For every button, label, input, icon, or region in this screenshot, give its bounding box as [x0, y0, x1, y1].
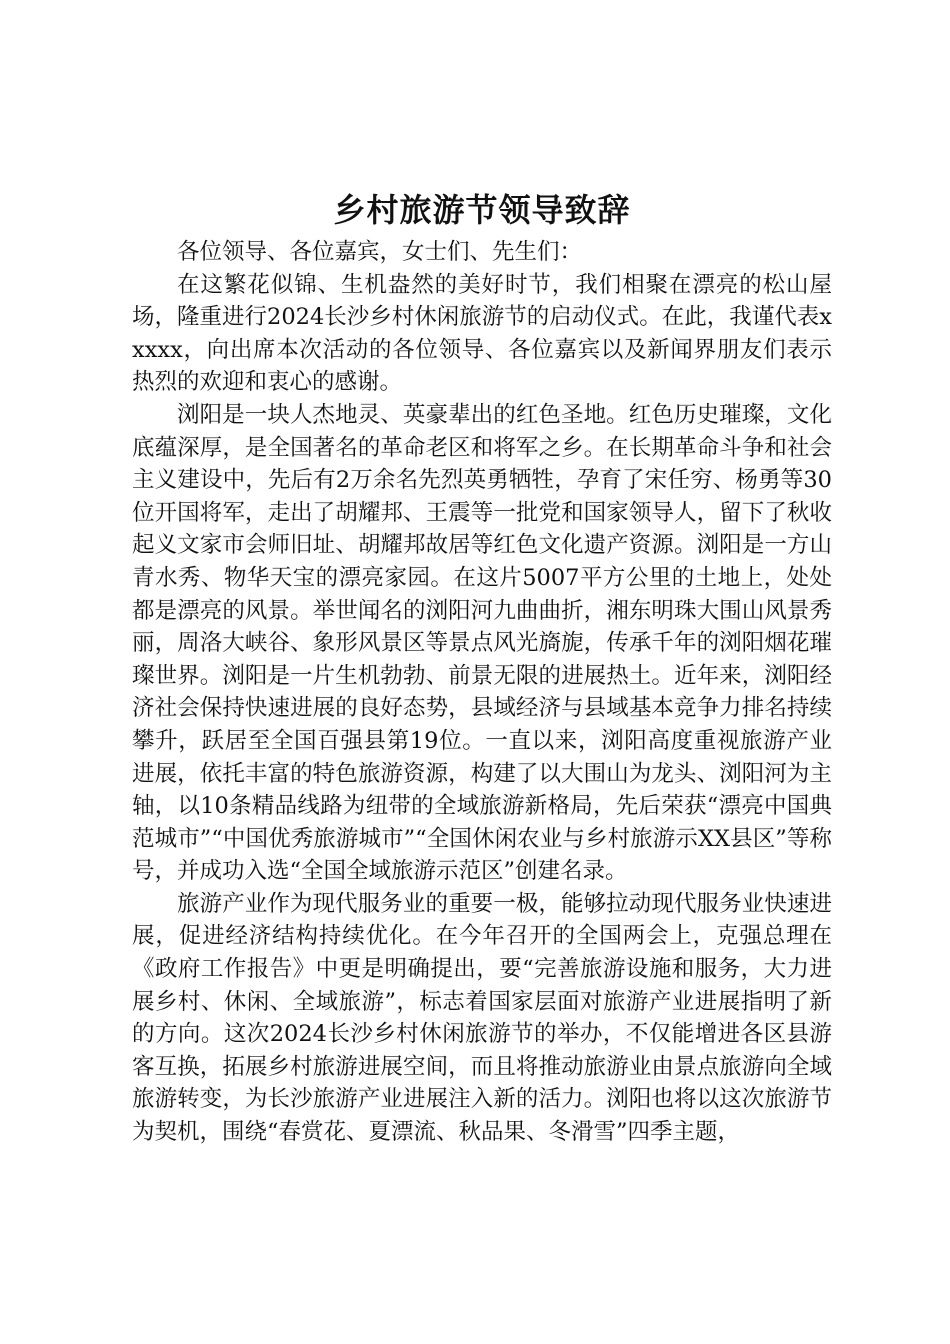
body-paragraph: 浏阳是一块人杰地灵、英豪辈出的红色圣地。红色历史璀璨，文化底蕴深厚，是全国著名的革命老区和将军之乡。在长期革命斗争和社会主义建设中，先后有2万余名先烈英勇牺牲，孕育了宋任穷、杨勇等30位开国将军，走出了胡耀邦、王震等一批党和国家领导人，留下了秋收起义文家市会师旧址、胡耀邦故居等红色文化遗产资源。浏阳是一方山青水秀、物华天宝的漂亮家园。在这片5007平方公里的土地上，处处都是漂亮的风景。举世闻名的浏阳河九曲曲折，湘东明珠大围山风景秀丽，周洛大峡谷、象形风景区等景点风光旖旎，传承千年的浏阳烟花璀璨世界。浏阳是一片生机勃勃、前景无限的进展热土。近年来，浏阳经济社会保持快速进展的良好态势，县域经济与县域基本竞争力排名持续攀升，跃居至全国百强县第19位。一直以来，浏阳高度重视旅游产业进展，依托丰富的特色旅游资源，构建了以大围山为龙头、浏阳河为主轴，以10条精品线路为纽带的全域旅游新格局，先后荣获“漂亮中国典范城市”“中国优秀旅游城市”“全国休闲农业与乡村旅游示XX县区”等称号，并成功入选“全国全域旅游示范区”创建名录。: [132, 401, 832, 885]
body-paragraph: 旅游产业作为现代服务业的重要一极，能够拉动现代服务业快速进展，促进经济结构持续优化。在今年召开的全国两会上，克强总理在《政府工作报告》中更是明确提出，要“完善旅游设施和服务，大力进展乡村、休闲、全域旅游”，标志着国家层面对旅游产业进展指明了新的方向。这次2024长沙乡村休闲旅游节的举办，不仅能增进各区县游客互换，拓展乡村旅游进展空间，而且将推动旅游业由景点旅游向全域旅游转变，为长沙旅游产业进展注入新的活力。浏阳也将以这次旅游节为契机，围绕“春赏花、夏漂流、秋品果、冬滑雪”四季主题，: [132, 890, 832, 1146]
salutation-paragraph: 各位领导、各位嘉宾，女士们、先生们：: [177, 239, 583, 265]
body-paragraph: 在这繁花似锦、生机盎然的美好时节，我们相聚在漂亮的松山屋场，隆重进行2024长沙乡村休闲旅游节的启动仪式。在此，我谨代表xxxxx，向出席本次活动的各位领导、各位嘉宾以及新闻界朋友们表示热烈的欢迎和衷心的感谢。: [132, 271, 832, 396]
document-page: [132, 188, 832, 1149]
document-title: 乡村旅游节领导致辞: [333, 191, 631, 229]
